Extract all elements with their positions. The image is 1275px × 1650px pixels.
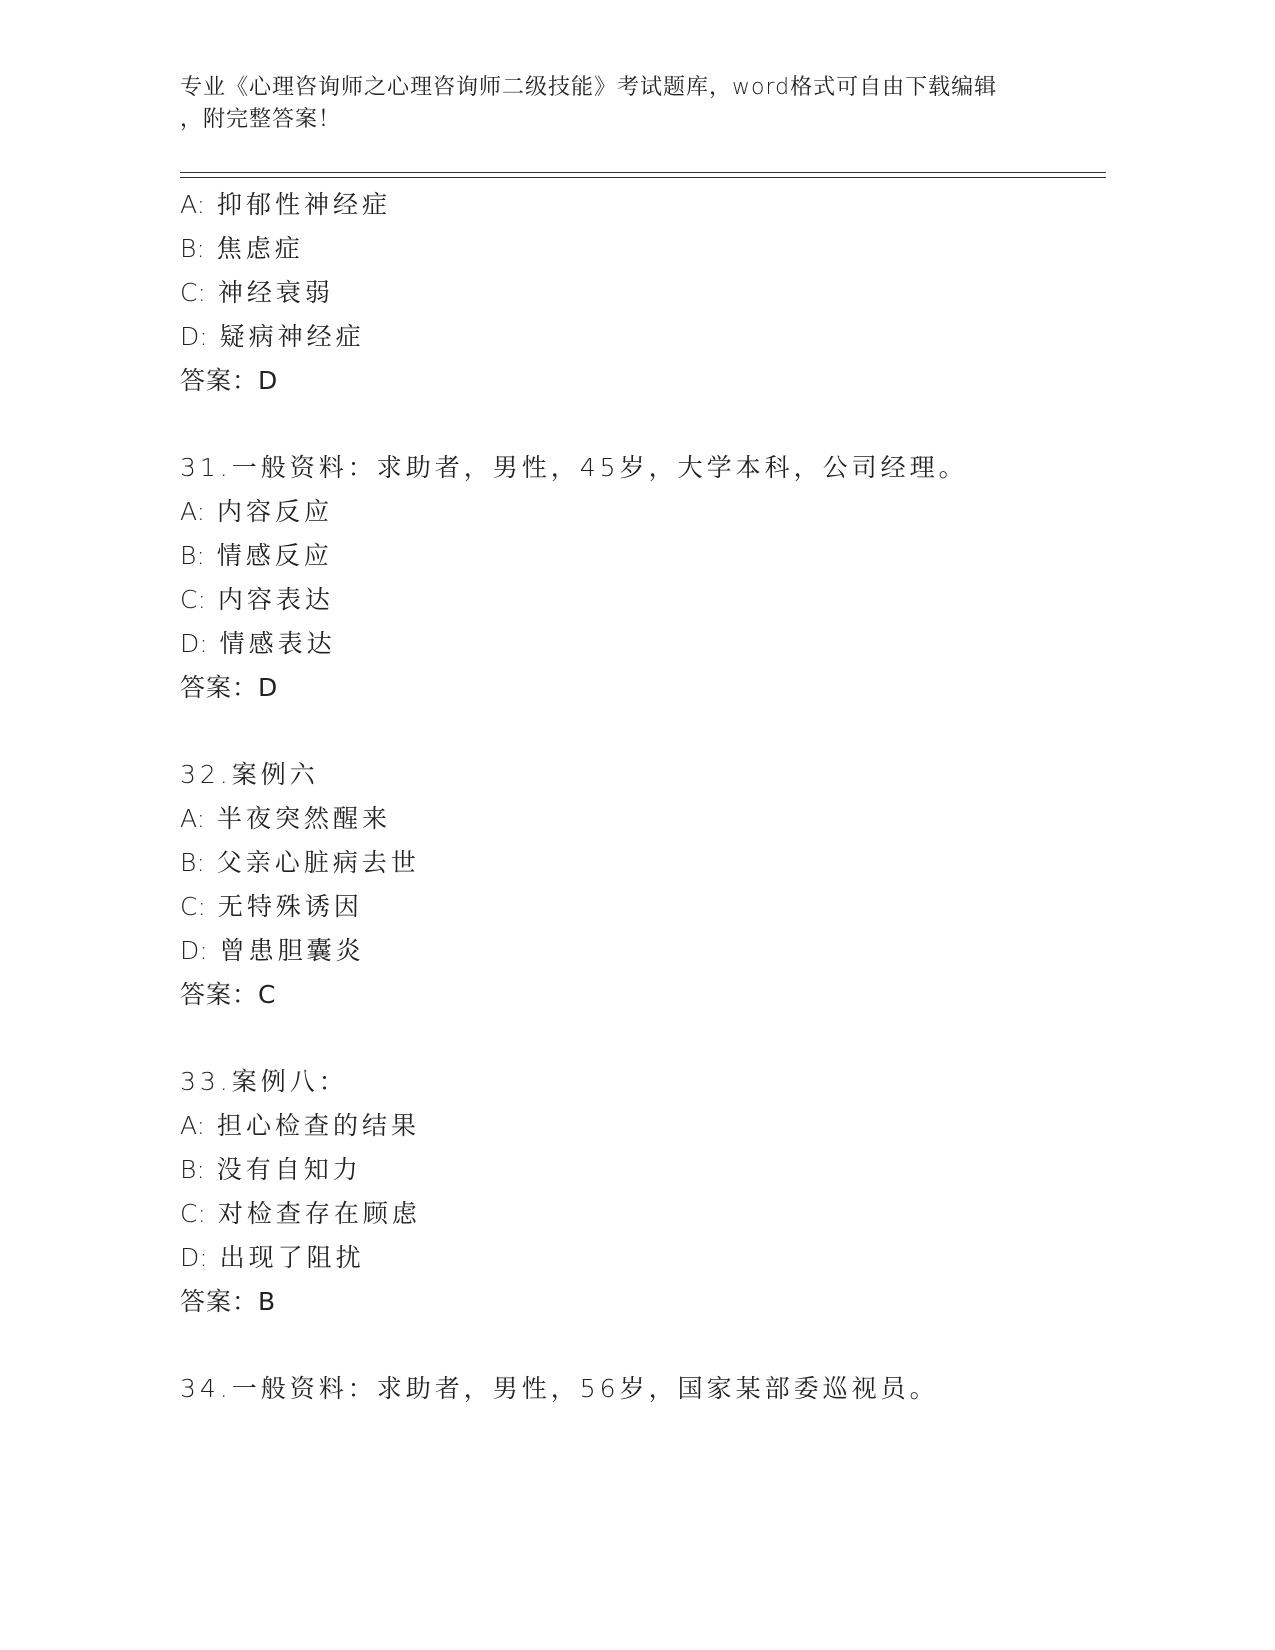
- option-key: D:: [180, 1243, 208, 1272]
- option-text: 对检查存在顾虑: [217, 1199, 421, 1228]
- question-list: [180, 183, 1106, 1411]
- option-text: 曾患胆囊炎: [219, 936, 365, 965]
- answer-line: 答案：B: [180, 1287, 277, 1316]
- option-item: [180, 797, 1106, 841]
- option-key: B:: [180, 541, 205, 570]
- option-item: [180, 490, 1106, 534]
- option-item: [180, 929, 1106, 973]
- option-text: 父亲心脏病去世: [216, 848, 420, 877]
- option-text: 无特殊诱因: [217, 892, 363, 921]
- option-key: C:: [180, 585, 206, 614]
- option-item: [180, 315, 1106, 359]
- option-item: [180, 622, 1106, 666]
- option-key: C:: [180, 278, 206, 307]
- option-key: C:: [180, 1199, 206, 1228]
- option-key: D:: [180, 936, 208, 965]
- block-spacer: [180, 403, 1106, 446]
- question-text: 34.一般资料：求助者，男性，56岁，国家某部委巡视员。: [180, 1374, 939, 1403]
- option-text: 担心检查的结果: [217, 1111, 421, 1140]
- option-key: B:: [180, 848, 205, 877]
- option-key: A:: [180, 190, 206, 219]
- option-item: [180, 885, 1106, 929]
- question-block: [180, 1060, 1106, 1324]
- header-line-2: ，附完整答案！: [180, 107, 342, 132]
- option-text: 情感反应: [216, 541, 333, 570]
- option-text: 抑郁性神经症: [217, 190, 392, 219]
- option-key: A:: [180, 1111, 206, 1140]
- option-text: 神经衰弱: [217, 278, 334, 307]
- option-item: [180, 841, 1106, 885]
- option-item: [180, 1236, 1106, 1280]
- option-text: 内容反应: [217, 497, 334, 526]
- header-divider-top: [180, 172, 1106, 173]
- option-item: [180, 271, 1106, 315]
- option-item: [180, 1104, 1106, 1148]
- option-key: D:: [180, 629, 208, 658]
- block-spacer: [180, 710, 1106, 753]
- header-divider-bottom: [180, 177, 1106, 178]
- option-text: 没有自知力: [216, 1155, 362, 1184]
- option-text: 情感表达: [219, 629, 336, 658]
- option-key: B:: [180, 1155, 205, 1184]
- option-text: 内容表达: [217, 585, 334, 614]
- block-spacer: [180, 1017, 1106, 1060]
- block-spacer: [180, 1324, 1106, 1367]
- question-text: 33.案例八：: [180, 1067, 348, 1096]
- option-item: [180, 1192, 1106, 1236]
- option-key: D:: [180, 322, 208, 351]
- question-text: 32.案例六: [180, 760, 319, 789]
- question-block: [180, 753, 1106, 1017]
- question-block: [180, 446, 1106, 710]
- question-text: 31.一般资料：求助者，男性，45岁，大学本科，公司经理。: [180, 453, 968, 482]
- option-key: C:: [180, 892, 206, 921]
- option-text: 疑病神经症: [219, 322, 365, 351]
- answer-line: 答案：D: [180, 673, 279, 702]
- header-line-1: 专业《心理咨询师之心理咨询师二级技能》考试题库，word格式可自由下载编辑: [180, 75, 998, 100]
- option-key: A:: [180, 804, 206, 833]
- option-key: B:: [180, 234, 205, 263]
- option-text: 出现了阻扰: [219, 1243, 365, 1272]
- option-text: 焦虑症: [216, 234, 304, 263]
- question-block: [180, 183, 1106, 403]
- option-item: [180, 1148, 1106, 1192]
- option-item: [180, 183, 1106, 227]
- document-header: [180, 72, 1060, 136]
- answer-line: 答案：C: [180, 980, 277, 1009]
- option-key: A:: [180, 497, 206, 526]
- answer-line: 答案：D: [180, 366, 279, 395]
- option-item: [180, 227, 1106, 271]
- option-item: [180, 578, 1106, 622]
- option-text: 半夜突然醒来: [217, 804, 392, 833]
- option-item: [180, 534, 1106, 578]
- question-block: [180, 1367, 1106, 1411]
